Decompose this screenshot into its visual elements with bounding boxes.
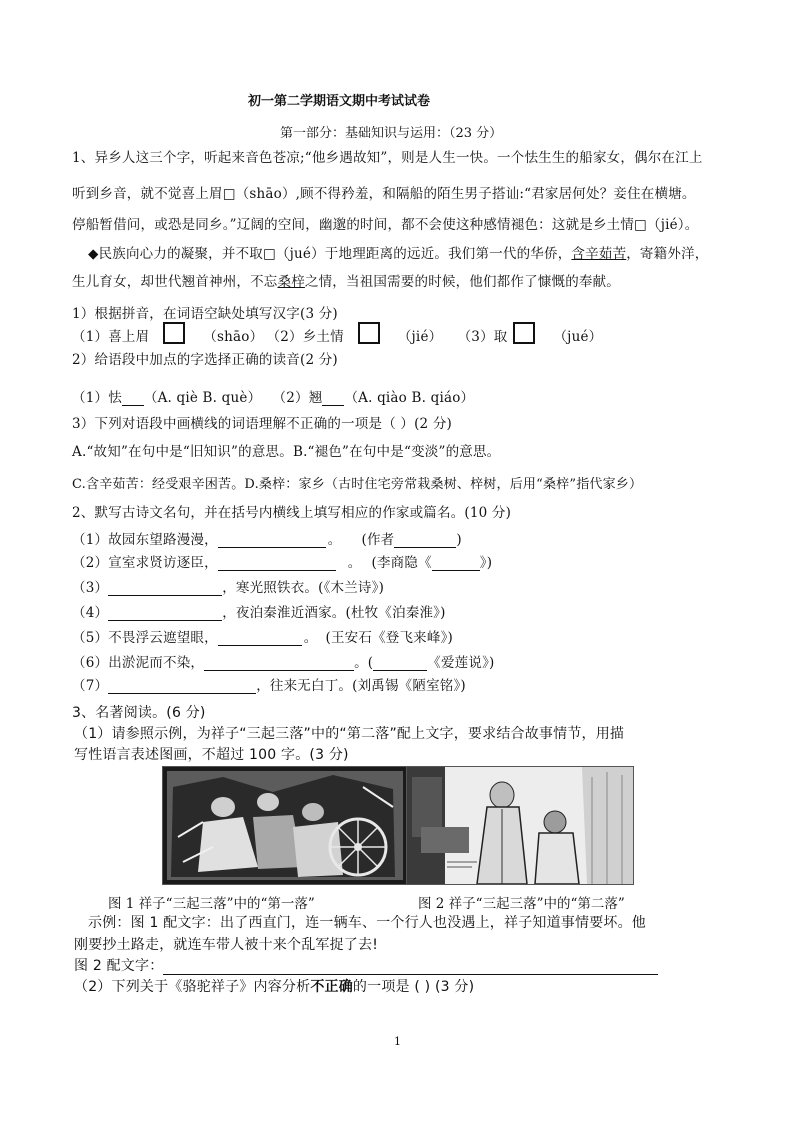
q2-l6-author-blank[interactable] (373, 670, 427, 671)
fig2-answer-label: 图 2 配文字： (74, 958, 164, 974)
sub2-blank-2[interactable] (322, 405, 344, 406)
q2-line3 (72, 576, 384, 596)
q1-sub1: 1）根据拼音，在词语空缺处填写汉字(3 分) (72, 306, 338, 322)
para2-text-a: ◆民族向心力的凝聚，并不取□（jué）于地理距离的远近。我们第一代的华侨， (88, 246, 572, 262)
q2-line1 (72, 528, 462, 548)
q1-para2-line2 (72, 270, 620, 290)
underlined-term-sangzi: 桑梓 (277, 274, 305, 290)
q3-s1-line1: （1）请参照示例，为祥子“三起三落”中的“第二落”配上文字，要求结合故事情节，用描 (74, 726, 625, 742)
figure-1-caption: 图 1 祥子“三起三落”中的“第一落” (108, 896, 315, 912)
sub2-blank-1[interactable] (122, 405, 144, 406)
q1-sub2: 2）给语段中加点的字选择正确的读音(2 分) (72, 352, 338, 368)
q2-l2-blank[interactable] (218, 570, 336, 571)
figure-2-illustration (406, 766, 634, 885)
q2-line7 (72, 674, 466, 694)
sub2-opt2-choices: （A. qiào B. qiáo） (344, 390, 475, 406)
q2-title: 2、默写古诗文名句，并在括号内横线上填写相应的作家或篇名。(10 分) (72, 505, 512, 521)
q3-s2-a: （2）下列关于《骆驼祥子》内容分析 (74, 979, 311, 995)
opt3-label: （3）取 (464, 329, 508, 345)
underlined-term-hanxinruku: 含辛茹苦 (571, 246, 627, 262)
q1-sub3: 3）下列对语段中画横线的词语理解不正确的一项是（ ）(2 分) (72, 416, 452, 432)
page-number: 1 (394, 1035, 401, 1048)
q1-para1-line1: 1、异乡人这三个字，听起来音色苍凉;“他乡遇故知”，则是人生一快。一个怯生生的船家女，偶尔在江上 (72, 150, 703, 166)
q3-example-line1: 示例：图 1 配文字：出了西直门，连一辆车、一个行人也没遇上，祥子知道事情要坏。他 (88, 915, 647, 931)
q2-l7-text: ，往来无白丁。(刘禹锡《陋室铭》) (256, 678, 466, 694)
sub2-opt2-label: （2）翘 (279, 390, 323, 406)
q3-fig2-answer-line (74, 955, 658, 975)
q2-l1-author-blank[interactable] (394, 547, 456, 548)
q1-para1-line3: 停船暂借问，或恐是同乡。”辽阔的空间，幽邈的时间，都不会使这种感情褪色：这就是乡土情□（jié）。 (72, 217, 699, 233)
q2-l2-text: （2）宣室求贤访逐臣， (72, 555, 218, 571)
q3-s2 (74, 976, 474, 996)
para2-line2-a: 生儿育女，却世代翘首神州，不忘 (72, 274, 278, 290)
q3-s2-emphasis: 不正确 (310, 979, 353, 995)
q2-l6-source: 《爱莲说》) (427, 655, 495, 671)
para2-line2-c: 之情，当祖国需要的时候，他们都作了慷慨的奉献。 (304, 274, 621, 290)
q2-l6-blank[interactable] (204, 670, 354, 671)
q2-l4-blank[interactable] (108, 620, 222, 621)
part1-heading: 第一部分：基础知识与运用：（23 分） (280, 126, 503, 141)
opt3-pinyin: （jué） (553, 329, 603, 345)
q2-line2 (72, 551, 492, 571)
q2-l5-source: (王安石《登飞来峰》) (325, 630, 453, 646)
q2-l1-text: （1）故园东望路漫漫， (72, 532, 218, 548)
q3-example-line2: 刚要抄土路走，就连车带人被十来个乱军捉了去! (74, 937, 379, 953)
answer-box-3[interactable] (513, 322, 535, 344)
q3-s1-line2: 写性语言表述图画，不超过 100 字。(3 分) (74, 747, 349, 763)
q2-l7-blank[interactable] (108, 693, 256, 694)
q2-l1-close: ) (456, 532, 462, 548)
q2-l2-title-blank[interactable] (432, 570, 480, 571)
opt1-pinyin: （shāo） (203, 329, 264, 345)
q3-s2-c: 的一项是 ( ) (3 分) (352, 979, 475, 995)
q2-l7-num: （7） (72, 678, 109, 694)
q2-l3-num: （3） (72, 580, 109, 596)
fig2-answer-blank[interactable] (163, 974, 658, 975)
opt1-label: （1）喜上眉 (72, 329, 150, 345)
opt2-label: （2）乡土情 (273, 329, 344, 345)
q2-line4 (72, 601, 446, 621)
q2-l5-text: （5）不畏浮云遮望眼， (72, 630, 218, 646)
q2-l2-end: 。 (347, 555, 362, 571)
answer-box-1[interactable] (163, 322, 185, 344)
q2-l3-text: ，寒光照铁衣。(《木兰诗》) (222, 580, 385, 596)
q2-l4-num: （4） (72, 605, 109, 621)
q2-l6-text: （6）出淤泥而不染， (72, 655, 205, 671)
q3-title: 3、名著阅读。(6 分) (72, 705, 206, 721)
q2-l4-text: ，夜泊秦淮近酒家。(杜牧《泊秦淮》) (222, 605, 446, 621)
para2-text-c: ，寄籍外洋， (626, 246, 709, 262)
q1-sub3-cd: C.含辛茹苦：经受艰辛困苦。D.桑梓：家乡（古时住宅旁常栽桑树、梓树，后用“桑梓”指代家乡） (72, 477, 643, 492)
figure-1-drawing (163, 767, 407, 884)
q1-para2-line1 (88, 242, 708, 262)
q2-l1-blank[interactable] (218, 547, 326, 548)
answer-box-2[interactable] (358, 322, 380, 344)
q2-l3-blank[interactable] (108, 595, 222, 596)
q1-sub2-options (72, 386, 474, 406)
q1-sub3-ab: A.“故知”在句中是“旧知识”的意思。B.“褪色”在句中是“变淡”的意思。 (72, 444, 501, 460)
q2-l1-end: 。 (327, 532, 342, 548)
q2-l5-blank[interactable] (218, 645, 302, 646)
q2-l1-author-label: (作者 (361, 532, 395, 548)
figure-2-caption: 图 2 祥子“三起三落”中的“第二落” (418, 896, 625, 912)
q2-l6-mid: 。( (354, 655, 374, 671)
figure-1-illustration (162, 766, 408, 885)
q2-line5 (72, 626, 453, 646)
sub2-opt1-choices: （A. qiè B. què） (143, 390, 262, 406)
exam-title: 初一第二学期语文期中考试试卷 (248, 94, 431, 109)
q1-para1-line2: 听到乡音，就不觉喜上眉□（shāo）,顾不得矜羞，和隔船的陌生男子搭讪:“君家居何处？妾住在横塘。 (72, 186, 696, 202)
q2-line6 (72, 651, 494, 671)
figure-2-drawing (407, 767, 633, 884)
q2-l2-author: (李商隐《 (371, 555, 432, 571)
q2-l5-end: 。 (303, 630, 318, 646)
q1-sub1-options (72, 322, 602, 345)
q2-l2-close: 》) (479, 555, 493, 571)
sub2-opt1-label: （1）怯 (72, 390, 122, 406)
opt2-pinyin: （jié） (397, 329, 443, 345)
